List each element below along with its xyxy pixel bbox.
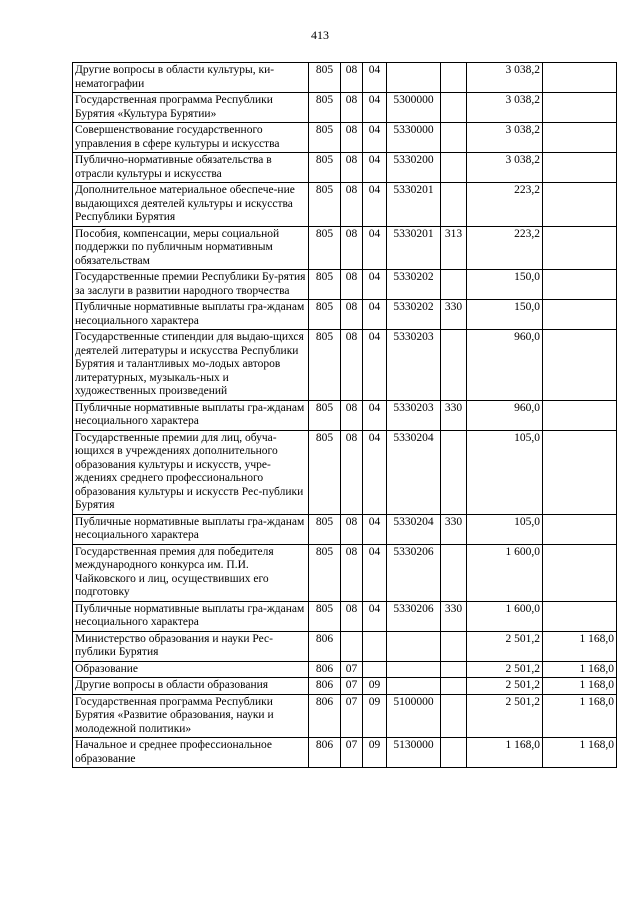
admin-code-cell: 805 <box>309 226 341 270</box>
row-name-cell: Совершенствование государственного управления в сфере культуры и искусства <box>73 123 309 153</box>
target-item-cell: 5330203 <box>387 330 441 401</box>
section-code-cell: 08 <box>341 514 363 544</box>
target-item-cell: 5330206 <box>387 601 441 631</box>
expense-type-cell <box>441 330 467 401</box>
row-name-cell: Государственные премии для лиц, обуча-ющихся в учреждениях дополнительного образования культуры и искусств, учре-ждениях среднего профессионального образования культуры и искусств Рес-публики Бурятия <box>73 430 309 514</box>
target-item-cell <box>387 63 441 93</box>
table-row <box>73 123 617 153</box>
row-name-cell: Государственные стипендии для выдаю-щихся деятелей литературы и искусства Республики Бурятия и талантливых мо-лодых авторов литературных, музыкаль-ных и художественных произведений <box>73 330 309 401</box>
amount-second-cell: 1 168,0 <box>543 694 617 738</box>
budget-table <box>72 62 617 768</box>
amount-second-cell <box>543 93 617 123</box>
admin-code-cell: 805 <box>309 93 341 123</box>
amount-second-cell: 1 168,0 <box>543 678 617 695</box>
amount-second-cell: 1 168,0 <box>543 631 617 661</box>
row-name-cell: Публично-нормативные обязательства в отрасли культуры и искусства <box>73 153 309 183</box>
target-item-cell: 5100000 <box>387 694 441 738</box>
section-code-cell: 08 <box>341 123 363 153</box>
admin-code-cell: 805 <box>309 153 341 183</box>
section-code-cell: 08 <box>341 63 363 93</box>
amount-cell: 150,0 <box>467 300 543 330</box>
target-item-cell: 5330203 <box>387 400 441 430</box>
amount-cell: 1 600,0 <box>467 544 543 601</box>
target-item-cell: 5330201 <box>387 226 441 270</box>
admin-code-cell: 805 <box>309 63 341 93</box>
subsection-code-cell <box>363 631 387 661</box>
section-code-cell: 08 <box>341 430 363 514</box>
admin-code-cell: 805 <box>309 430 341 514</box>
table-row <box>73 183 617 227</box>
amount-cell: 960,0 <box>467 330 543 401</box>
row-name-cell: Государственная программа Республики Бурятия «Культура Бурятии» <box>73 93 309 123</box>
expense-type-cell <box>441 153 467 183</box>
target-item-cell: 5330206 <box>387 544 441 601</box>
expense-type-cell <box>441 183 467 227</box>
target-item-cell: 5330204 <box>387 514 441 544</box>
expense-type-cell <box>441 544 467 601</box>
amount-second-cell <box>543 226 617 270</box>
amount-second-cell <box>543 514 617 544</box>
row-name-cell: Пособия, компенсации, меры социальной поддержки по публичным нормативным обязательствам <box>73 226 309 270</box>
amount-cell: 3 038,2 <box>467 63 543 93</box>
row-name-cell: Государственные премии Республики Бу-рятия за заслуги в развитии народного творчества <box>73 270 309 300</box>
table-row <box>73 430 617 514</box>
amount-second-cell <box>543 330 617 401</box>
section-code-cell: 08 <box>341 93 363 123</box>
row-name-cell: Дополнительное материальное обеспече-ние выдающихся деятелей культуры и искусства Республики Бурятия <box>73 183 309 227</box>
amount-second-cell <box>543 123 617 153</box>
target-item-cell: 5330202 <box>387 300 441 330</box>
amount-second-cell <box>543 601 617 631</box>
subsection-code-cell: 04 <box>363 544 387 601</box>
expense-type-cell: 330 <box>441 300 467 330</box>
target-item-cell: 5330200 <box>387 153 441 183</box>
section-code-cell: 08 <box>341 330 363 401</box>
subsection-code-cell: 04 <box>363 153 387 183</box>
expense-type-cell <box>441 63 467 93</box>
section-code-cell: 08 <box>341 400 363 430</box>
amount-second-cell <box>543 270 617 300</box>
expense-type-cell <box>441 678 467 695</box>
expense-type-cell <box>441 123 467 153</box>
subsection-code-cell: 04 <box>363 601 387 631</box>
expense-type-cell: 313 <box>441 226 467 270</box>
amount-cell: 1 168,0 <box>467 738 543 768</box>
subsection-code-cell: 04 <box>363 183 387 227</box>
row-name-cell: Образование <box>73 661 309 678</box>
amount-cell: 960,0 <box>467 400 543 430</box>
table-row <box>73 93 617 123</box>
admin-code-cell: 805 <box>309 123 341 153</box>
subsection-code-cell: 04 <box>363 300 387 330</box>
expense-type-cell: 330 <box>441 400 467 430</box>
expense-type-cell <box>441 93 467 123</box>
table-row <box>73 601 617 631</box>
target-item-cell: 5330201 <box>387 183 441 227</box>
target-item-cell: 5330202 <box>387 270 441 300</box>
row-name-cell: Другие вопросы в области культуры, ки-нематографии <box>73 63 309 93</box>
row-name-cell: Публичные нормативные выплаты гра-жданам несоциального характера <box>73 514 309 544</box>
expense-type-cell <box>441 661 467 678</box>
subsection-code-cell: 09 <box>363 738 387 768</box>
target-item-cell <box>387 678 441 695</box>
section-code-cell: 08 <box>341 270 363 300</box>
admin-code-cell: 806 <box>309 678 341 695</box>
amount-cell: 150,0 <box>467 270 543 300</box>
admin-code-cell: 805 <box>309 183 341 227</box>
subsection-code-cell: 09 <box>363 678 387 695</box>
subsection-code-cell: 04 <box>363 123 387 153</box>
table-row <box>73 738 617 768</box>
subsection-code-cell: 04 <box>363 400 387 430</box>
subsection-code-cell: 04 <box>363 330 387 401</box>
expense-type-cell <box>441 631 467 661</box>
expense-type-cell <box>441 738 467 768</box>
subsection-code-cell: 04 <box>363 514 387 544</box>
section-code-cell: 08 <box>341 226 363 270</box>
section-code-cell: 08 <box>341 544 363 601</box>
table-row <box>73 400 617 430</box>
table-row <box>73 330 617 401</box>
subsection-code-cell: 04 <box>363 93 387 123</box>
amount-cell: 105,0 <box>467 430 543 514</box>
amount-second-cell <box>543 544 617 601</box>
row-name-cell: Министерство образования и науки Рес-публики Бурятия <box>73 631 309 661</box>
subsection-code-cell: 04 <box>363 430 387 514</box>
admin-code-cell: 806 <box>309 738 341 768</box>
section-code-cell: 08 <box>341 601 363 631</box>
table-row <box>73 300 617 330</box>
amount-second-cell <box>543 183 617 227</box>
amount-cell: 2 501,2 <box>467 694 543 738</box>
subsection-code-cell: 04 <box>363 226 387 270</box>
amount-cell: 105,0 <box>467 514 543 544</box>
table-row <box>73 63 617 93</box>
section-code-cell: 07 <box>341 738 363 768</box>
row-name-cell: Публичные нормативные выплаты гра-жданам несоциального характера <box>73 400 309 430</box>
target-item-cell: 5130000 <box>387 738 441 768</box>
admin-code-cell: 805 <box>309 330 341 401</box>
section-code-cell: 07 <box>341 694 363 738</box>
amount-second-cell: 1 168,0 <box>543 738 617 768</box>
amount-cell: 3 038,2 <box>467 153 543 183</box>
section-code-cell: 08 <box>341 153 363 183</box>
amount-cell: 2 501,2 <box>467 631 543 661</box>
table-row <box>73 678 617 695</box>
subsection-code-cell: 04 <box>363 63 387 93</box>
amount-second-cell <box>543 300 617 330</box>
amount-second-cell <box>543 400 617 430</box>
row-name-cell: Публичные нормативные выплаты гра-жданам несоциального характера <box>73 601 309 631</box>
row-name-cell: Начальное и среднее профессиональное образование <box>73 738 309 768</box>
admin-code-cell: 805 <box>309 270 341 300</box>
table-row <box>73 661 617 678</box>
section-code-cell: 07 <box>341 678 363 695</box>
target-item-cell: 5300000 <box>387 93 441 123</box>
admin-code-cell: 806 <box>309 694 341 738</box>
section-code-cell: 08 <box>341 300 363 330</box>
amount-cell: 223,2 <box>467 226 543 270</box>
admin-code-cell: 806 <box>309 631 341 661</box>
section-code-cell: 08 <box>341 183 363 227</box>
amount-cell: 223,2 <box>467 183 543 227</box>
amount-cell: 2 501,2 <box>467 661 543 678</box>
row-name-cell: Государственная премия для победителя международного конкурса им. П.И. Чайковского и лиц, осуществивших его подготовку <box>73 544 309 601</box>
target-item-cell: 5330000 <box>387 123 441 153</box>
subsection-code-cell <box>363 661 387 678</box>
admin-code-cell: 805 <box>309 300 341 330</box>
admin-code-cell: 806 <box>309 661 341 678</box>
expense-type-cell <box>441 430 467 514</box>
subsection-code-cell: 04 <box>363 270 387 300</box>
amount-cell: 3 038,2 <box>467 93 543 123</box>
expense-type-cell <box>441 694 467 738</box>
page-number: 413 <box>311 28 329 42</box>
table-row <box>73 270 617 300</box>
amount-second-cell <box>543 430 617 514</box>
row-name-cell: Другие вопросы в области образования <box>73 678 309 695</box>
table-row <box>73 694 617 738</box>
target-item-cell <box>387 631 441 661</box>
table-row <box>73 544 617 601</box>
table-row <box>73 153 617 183</box>
table-row <box>73 514 617 544</box>
target-item-cell: 5330204 <box>387 430 441 514</box>
section-code-cell <box>341 631 363 661</box>
amount-cell: 1 600,0 <box>467 601 543 631</box>
table-row <box>73 631 617 661</box>
expense-type-cell: 330 <box>441 514 467 544</box>
subsection-code-cell: 09 <box>363 694 387 738</box>
row-name-cell: Государственная программа Республики Бурятия «Развитие образования, науки и молодежной политики» <box>73 694 309 738</box>
amount-second-cell <box>543 153 617 183</box>
row-name-cell: Публичные нормативные выплаты гра-жданам несоциального характера <box>73 300 309 330</box>
table-row <box>73 226 617 270</box>
admin-code-cell: 805 <box>309 544 341 601</box>
admin-code-cell: 805 <box>309 514 341 544</box>
amount-second-cell <box>543 63 617 93</box>
amount-second-cell: 1 168,0 <box>543 661 617 678</box>
admin-code-cell: 805 <box>309 400 341 430</box>
section-code-cell: 07 <box>341 661 363 678</box>
expense-type-cell: 330 <box>441 601 467 631</box>
target-item-cell <box>387 661 441 678</box>
admin-code-cell: 805 <box>309 601 341 631</box>
amount-cell: 2 501,2 <box>467 678 543 695</box>
expense-type-cell <box>441 270 467 300</box>
amount-cell: 3 038,2 <box>467 123 543 153</box>
